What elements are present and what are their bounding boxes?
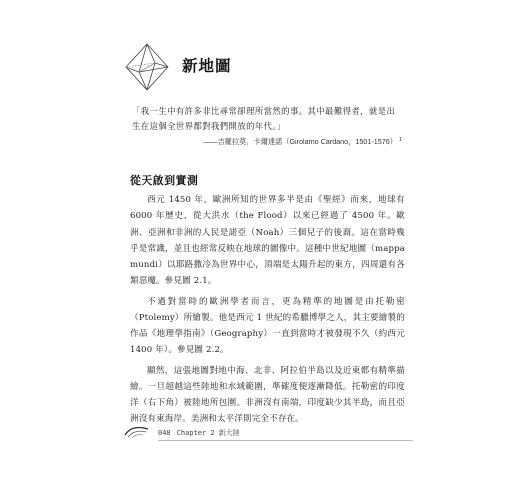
paragraph: 西元 1450 年，歐洲所知的世界多半是由《聖經》而來，地球有 6000 年歷史，從大洪水（the Flood）以來已經過了 4500 年。歐洲、亞洲和非洲的人民是諾亞（Noah）三個兒子的後裔。這在當時幾乎是常識，並且也經常反映在地球的圖像中。這種中世紀地圖（mappa mundi）以耶路撒冷為世界中心，頂端是太陽升起的東方，四周還有各類惡魔。參見圖 2.1。 (130, 195, 405, 287)
chapter-label: Chapter 2 (176, 429, 215, 437)
epigraph-attribution (132, 137, 402, 147)
swoosh-logo-icon (124, 424, 150, 440)
page-footer (124, 424, 424, 444)
paragraph: 顯然，這張地圖對地中海、北非、阿拉伯半島以及近東都有精準描繪。一旦超越這些陸地和水域範圍，準確度便逐漸降低。托勒密的印度洋（右下角）被陸地所包圍。非洲沒有南端，印度缺少其半島，而且亞洲沒有東海岸。美洲和太平洋則完全不存在。 (130, 365, 405, 425)
chapter-title: 新地圖 (182, 57, 232, 75)
footer-text (158, 428, 240, 438)
section-heading: 從天啟到實測 (130, 174, 199, 187)
epigraph-author: ——吉羅拉莫．卡爾達諾（Girolamo Cardano，1501-1576） (203, 137, 397, 146)
footer-divider (158, 440, 413, 441)
page-number: 048 (158, 429, 171, 437)
octahedron-icon (122, 42, 172, 92)
body-text (130, 192, 405, 432)
epigraph-quote: 「我一生中有許多非比尋常卻理所當然的事。其中最難得者，就是出生在這個全世界都對我們開放的年代。」 (132, 106, 396, 131)
footer-chapter-title: 新大陸 (218, 429, 240, 437)
paragraph: 不過對當時的歐洲學者而言，更為精準的地圖是由托勒密（Ptolemy）所繪製。他是西元 1 世紀的希臘博學之人，其主要繪製的作品《地理學指南》（Geography）一直到當時才被發現不久（約西元 1400 年）。參見圖 2.2。 (130, 296, 405, 356)
footnote-marker: 1 (398, 137, 402, 143)
